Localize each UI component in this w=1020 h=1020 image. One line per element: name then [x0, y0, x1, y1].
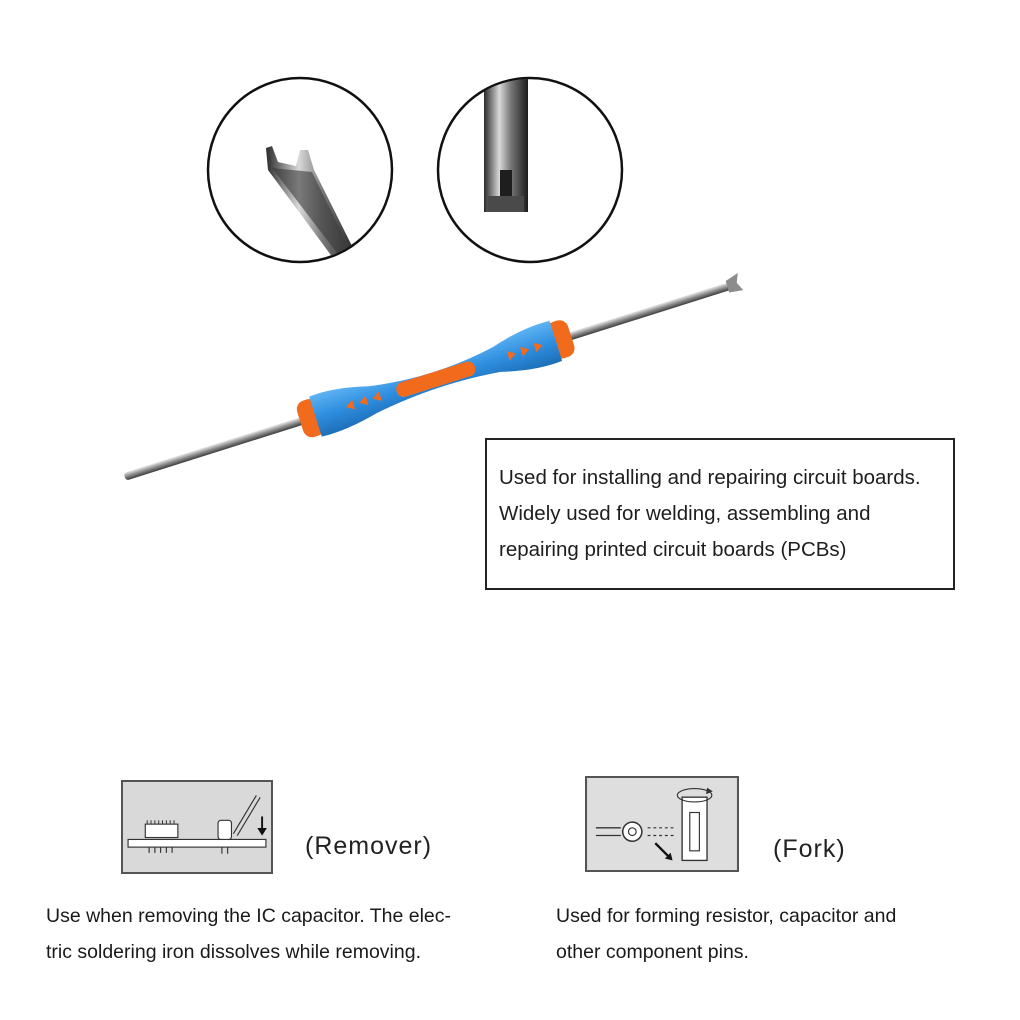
remover-caption-line-1: Use when removing the IC capacitor. The elec- — [46, 905, 452, 927]
description-text: Used for installing and repairing circuit boards. Widely used for welding, assembling and repairing printed circuit boards (PCBs) — [499, 466, 921, 561]
fork-caption-line-1: Used for forming resistor, capacitor and — [556, 905, 897, 927]
fork-caption-line-2: other component pins. — [556, 941, 749, 963]
remover-caption — [46, 898, 526, 970]
description-box — [485, 438, 955, 590]
remover-caption-line-2: tric soldering iron dissolves while removing. — [46, 941, 421, 963]
remover-diagram-icon — [121, 780, 273, 874]
fork-label: (Fork) — [773, 835, 846, 863]
fork-diagram-icon — [585, 776, 739, 872]
remover-label: (Remover) — [305, 832, 433, 860]
fork-tip-closeup-icon — [208, 78, 392, 262]
hook-tip-closeup-icon — [438, 70, 622, 262]
fork-caption — [556, 898, 986, 970]
